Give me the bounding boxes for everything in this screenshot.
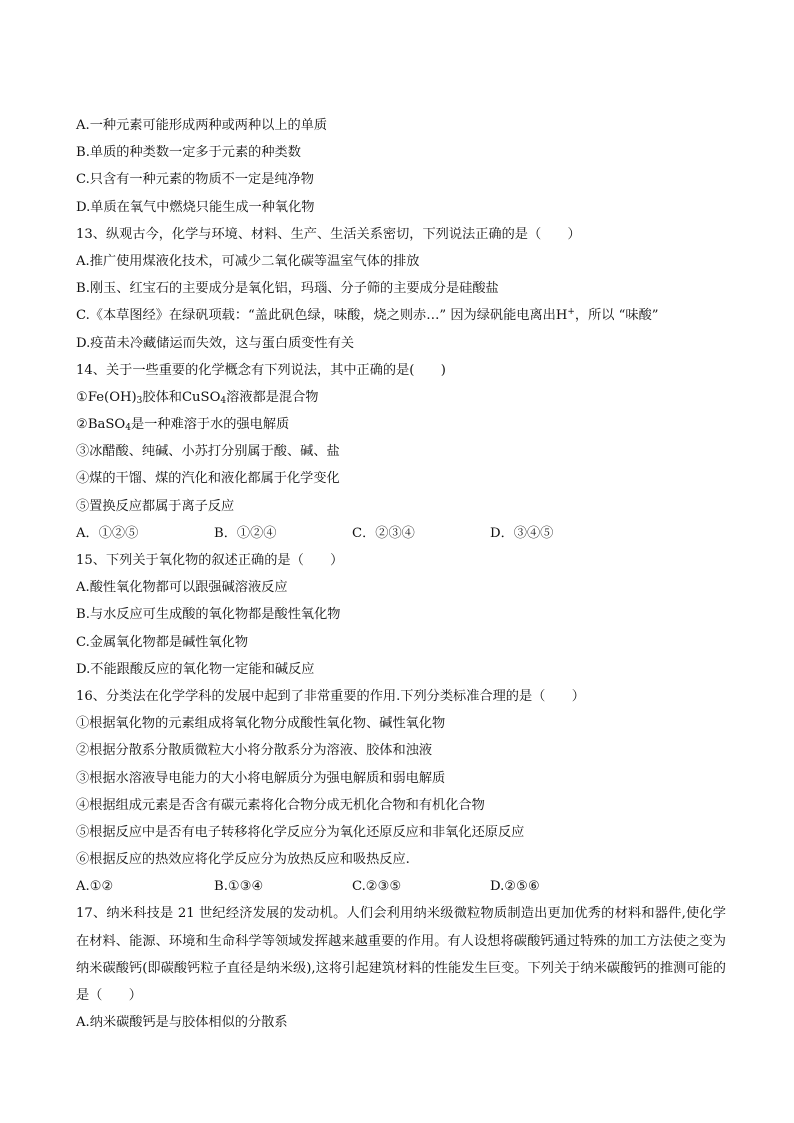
q16-option-b: B.①③④ bbox=[214, 879, 264, 895]
q13-option-c bbox=[76, 302, 726, 329]
q16-options bbox=[76, 873, 726, 900]
q14-s1-part-a: ①Fe(OH) bbox=[76, 389, 137, 405]
q14-statement-4: ④煤的干馏、煤的汽化和液化都属于化学变化 bbox=[76, 471, 340, 487]
q16-statement-4: ④根据组成元素是否含有碳元素将化合物分成无机化合物和有机化合物 bbox=[76, 797, 485, 813]
q16-option-c: C.②③⑤ bbox=[352, 879, 402, 895]
q15-stem: 15、下列关于氧化物的叙述正确的是（ ） bbox=[76, 553, 344, 568]
q14-s2-part-a: ②BaSO bbox=[76, 417, 126, 433]
q14-stem: 14、关于一些重要的化学概念有下列说法，其中正确的是( ) bbox=[76, 362, 446, 378]
q14-statement-5: ⑤置换反应都属于离子反应 bbox=[76, 498, 235, 514]
q13-stem: 13、纵观古今，化学与环境、材料、生产、生活关系密切，下列说法正确的是（ ） bbox=[76, 226, 581, 242]
q12-option-c: C.只含有一种元素的物质不一定是纯净物 bbox=[76, 172, 314, 188]
q13-option-c-text-2: ，所以 “味酸” bbox=[574, 308, 659, 324]
q15-option-a: A.酸性氧化物都可以跟强碱溶液反应 bbox=[76, 580, 288, 596]
q14-statement-1 bbox=[76, 384, 726, 411]
q14-option-d: D．③④⑤ bbox=[490, 525, 554, 541]
q14-s1-subscript-1: 3 bbox=[136, 395, 143, 406]
q15-option-c: C.金属氧化物都是碱性氧化物 bbox=[76, 634, 249, 650]
q14-s1-subscript-2: 4 bbox=[220, 395, 227, 406]
q12-option-d: D.单质在氧气中燃烧只能生成一种氧化物 bbox=[76, 199, 315, 215]
q13-option-b: B.刚玉、红宝石的主要成分是氧化铝，玛瑙、分子筛的主要成分是硅酸盐 bbox=[76, 281, 499, 297]
q15-option-d: D.不能跟酸反应的氧化物一定能和碱反应 bbox=[76, 661, 315, 677]
q16-statement-6: ⑥根据反应的热效应将化学反应分为放热反应和吸热反应. bbox=[76, 852, 410, 868]
q15-option-b: B.与水反应可生成酸的氧化物都是酸性氧化物 bbox=[76, 607, 341, 623]
q16-statement-1: ①根据氧化物的元素组成将氧化物分成酸性氧化物、碱性氧化物 bbox=[76, 716, 446, 732]
q16-option-d: D.②⑤⑥ bbox=[490, 879, 540, 895]
q16-option-a: A.①② bbox=[76, 879, 114, 895]
q14-s2-part-b: 是一种难溶于水的强电解质 bbox=[130, 417, 290, 433]
q13-option-c-text-1: C.《本草图经》在绿矾项载：“盖此矾色绿，味酸，烧之则赤…” 因为绿矾能电离出H bbox=[76, 308, 568, 324]
q14-statement-3: ③冰醋酸、纯碱、小苏打分别属于酸、碱、盐 bbox=[76, 444, 340, 460]
q14-option-b: B．①②④ bbox=[214, 525, 277, 541]
q17-option-a: A.纳米碳酸钙是与胶体相似的分散系 bbox=[76, 1015, 288, 1031]
question-content bbox=[76, 112, 726, 1036]
q14-options bbox=[76, 520, 726, 547]
q16-statement-3: ③根据水溶液导电能力的大小将电解质分为强电解质和弱电解质 bbox=[76, 770, 446, 786]
q14-s1-part-c: 溶液都是混合物 bbox=[226, 389, 319, 405]
q16-statement-5: ⑤根据反应中是否有电子转移将化学反应分为氧化还原反应和非氧化还原反应 bbox=[76, 824, 525, 840]
q14-option-c: C．②③④ bbox=[352, 525, 415, 541]
q12-option-b: B.单质的种类数一定多于元素的种类数 bbox=[76, 145, 301, 161]
q14-statement-2 bbox=[76, 411, 726, 438]
q14-s1-part-b: 胶体和CuSO bbox=[142, 389, 221, 405]
q13-option-c-superscript: + bbox=[567, 307, 575, 318]
q17-stem: 17、纳米科技是 21 世纪经济发展的发动机。人们会利用纳米级微粒物质制造出更加优秀的材料和器件,使化学在材料、能源、环境和生命科学等领域发挥越来越重要的作用。有人设想将碳酸钙通过特殊的加工方法使之变为纳米碳酸钙(即碳酸钙粒子直径是纳米级),这将引起建筑材料的性能发生巨变。下列关于纳米碳酸钙的推测可能的是（ ） bbox=[76, 906, 726, 1004]
q14-option-a: A．①②⑤ bbox=[76, 525, 139, 541]
q12-option-a: A.一种元素可能形成两种或两种以上的单质 bbox=[76, 118, 328, 133]
q13-option-d: D.疫苗未冷藏储运而失效，这与蛋白质变性有关 bbox=[76, 335, 355, 351]
q13-option-a: A.推广使用煤液化技术，可减少二氧化碳等温室气体的排放 bbox=[76, 253, 420, 269]
q16-stem: 16、分类法在化学学科的发展中起到了非常重要的作用.下列分类标准合理的是（ ） bbox=[76, 688, 585, 704]
q16-statement-2: ②根据分散系分散质微粒大小将分散系分为溶液、胶体和浊液 bbox=[76, 743, 433, 759]
q14-s2-subscript: 4 bbox=[125, 423, 131, 434]
